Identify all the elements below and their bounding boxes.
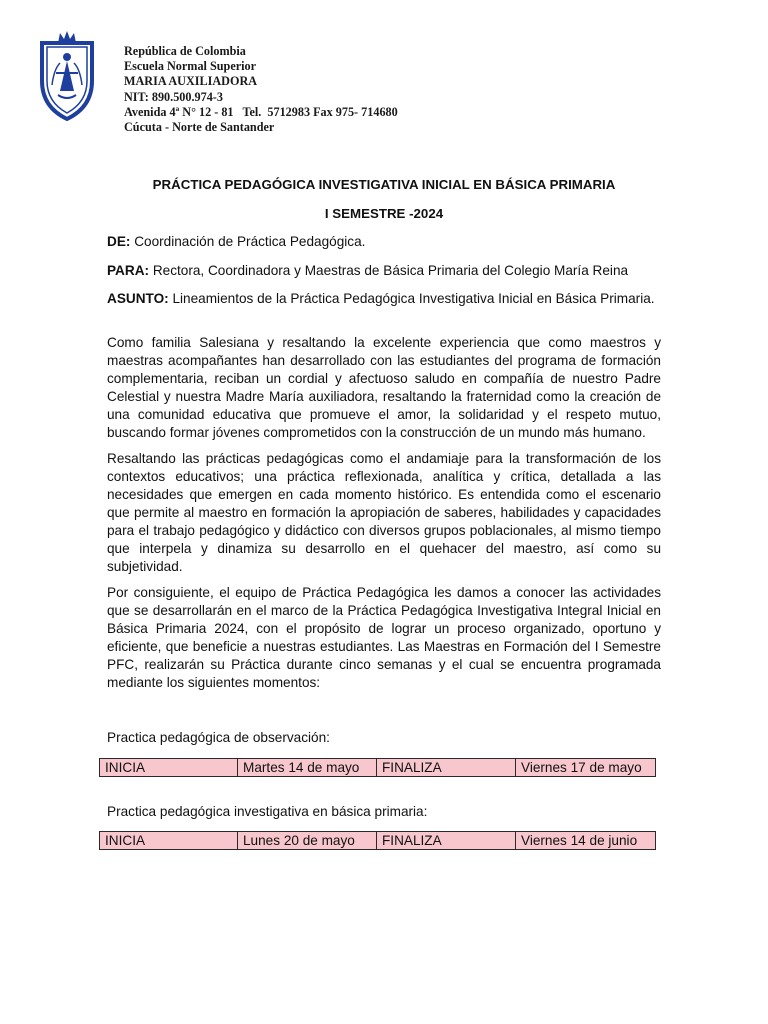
memo-to: [107, 262, 661, 280]
end-date-cell: Viernes 14 de junio: [516, 832, 656, 850]
letterhead-nit: NIT: 890.500.974-3: [124, 89, 223, 104]
start-label-cell: INICIA: [100, 759, 238, 777]
memo-subject-value: Lineamientos de la Práctica Pedagógica Investigativa Inicial en Básica Primaria.: [168, 291, 655, 306]
memo-from-label: DE:: [107, 234, 131, 249]
letterhead-country: República de Colombia: [124, 44, 246, 58]
school-crest-logo: [38, 29, 96, 121]
start-date-cell: Martes 14 de mayo: [238, 759, 377, 777]
letterhead-school-type: Escuela Normal Superior: [124, 59, 257, 74]
letterhead-city: Cúcuta - Norte de Santander: [124, 120, 275, 135]
letterhead-school-name: MARIA AUXILIADORA: [124, 74, 258, 89]
memo-subject-label: ASUNTO:: [107, 291, 169, 306]
paragraph-greeting: Como familia Salesiana y resaltando la excelente experiencia que como maestros y maestras acompañantes han desarrollado con las estudiantes del programa de formación complementaria, reciban un cordial y afectuoso saludo en compañía de nuestro Padre Celestial y nuestra Madre María auxiliadora, resaltando la fraternidad como la creación de una comunidad educativa que promueve el amor, la solidaridad y el respeto mutuo, buscando formar jóvenes comprometidos con la construcción de un mundo más humano.: [107, 335, 661, 440]
paragraph-practices: Resaltando las prácticas pedagógicas como el andamiaje para la transformación de los contextos educativos; una práctica reflexionada, analítica y crítica, detallada a las necesidades que emergen en cada momento histórico. Es entendida como el escenario que permite al maestro en formación la apropiación de saberes, habilidades y capacidades para el trabajo pedagógico y didáctico con diversos grupos poblacionales, al mismo tiempo que interpela y dinamiza su desarrollo en el quehacer del maestro, así como su subjetividad.: [107, 451, 661, 574]
memo-from: [107, 233, 661, 251]
schedule-observation-table: [99, 758, 656, 777]
schedule-observation-caption: Practica pedagógica de observación:: [107, 730, 330, 745]
end-label-cell: FINALIZA: [377, 832, 516, 850]
letterhead: [124, 44, 398, 135]
end-label-cell: FINALIZA: [377, 759, 516, 777]
start-label-cell: INICIA: [100, 832, 238, 850]
memo-from-value: Coordinación de Práctica Pedagógica.: [130, 234, 366, 249]
schedule-investigative-table: [99, 831, 656, 850]
document-title: PRÁCTICA PEDAGÓGICA INVESTIGATIVA INICIAL EN BÁSICA PRIMARIA: [152, 177, 616, 192]
table-row: [100, 759, 656, 777]
paragraph-activities: Por consiguiente, el equipo de Práctica Pedagógica les damos a conocer las actividades que se desarrollarán en el marco de la Práctica Pedagógica Investigativa Integral Inicial en Básica Primaria 2024, con el propósito de lograr un proceso organizado, oportuno y eficiente, que beneficie a nuestras estudiantes. Las Maestras en Formación del I Semestre PFC, realizarán su Práctica durante cinco semanas y el cual se encuentra programada mediante los siguientes momentos:: [107, 585, 661, 690]
letterhead-address: Avenida 4ª N° 12 - 81 Tel. 5712983 Fax 975- 714680: [124, 104, 398, 119]
memo-to-value: Rectora, Coordinadora y Maestras de Básica Primaria del Colegio María Reina: [149, 263, 629, 278]
end-date-cell: Viernes 17 de mayo: [516, 759, 656, 777]
memo-subject: [107, 290, 661, 308]
start-date-cell: Lunes 20 de mayo: [238, 832, 377, 850]
schedule-investigative-caption: Practica pedagógica investigativa en básica primaria:: [107, 804, 428, 819]
document-subtitle: I SEMESTRE -2024: [324, 206, 444, 221]
table-row: [100, 832, 656, 850]
memo-to-label: PARA:: [107, 263, 150, 278]
